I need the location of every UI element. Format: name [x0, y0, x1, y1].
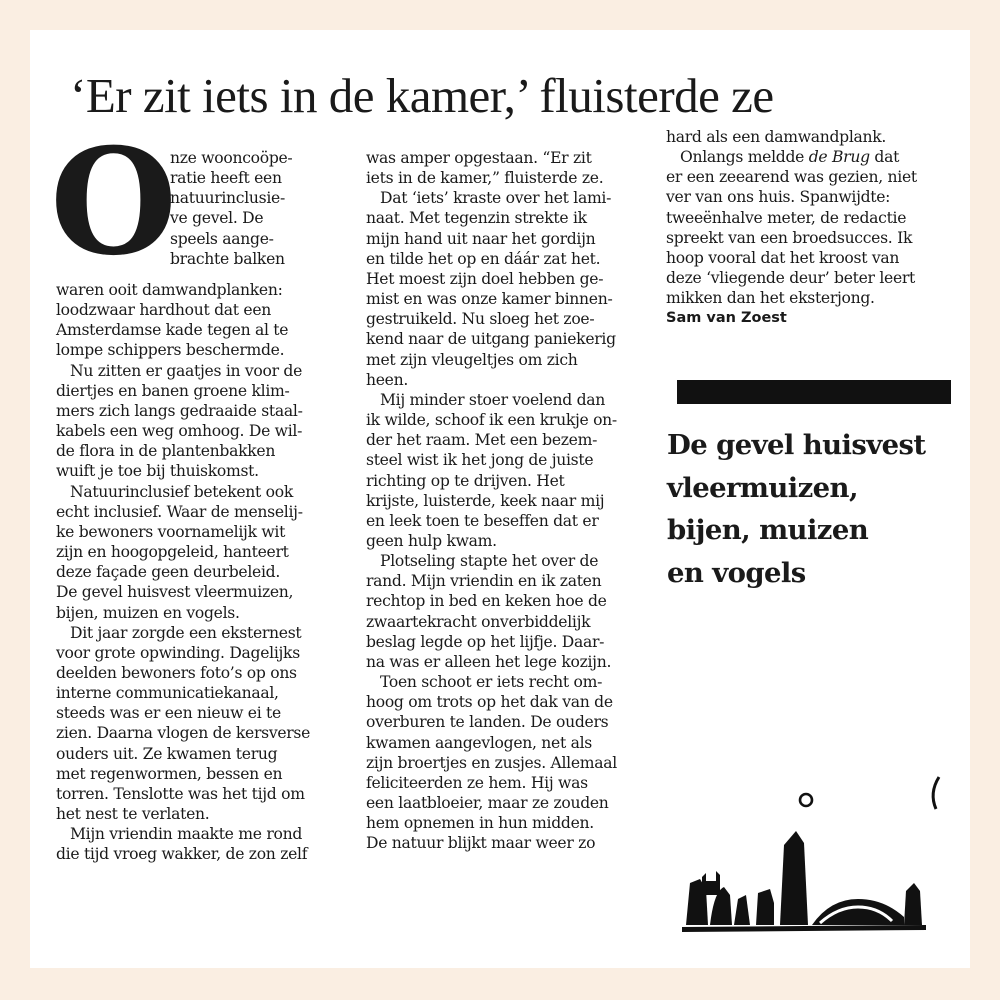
text-line: overburen te landen. De ouders [366, 713, 609, 732]
text-line: feliciteerden ze hem. Hij was [366, 773, 588, 792]
text-line: mijn hand uit naar het gordijn [366, 229, 596, 248]
text-line: De natuur blijkt maar weer zo [366, 834, 596, 853]
article-column-2 [366, 148, 656, 853]
text-line: kend naar de uitgang paniekerig [366, 330, 616, 349]
author-byline: Sam van Zoest [666, 310, 787, 327]
text-line: gestruikeld. Nu sloeg het zoe- [366, 310, 595, 329]
text-line: de flora in de plantenbakken [56, 442, 276, 461]
text-line: mers zich langs gedraaide staal- [56, 401, 303, 420]
text-line: Toen schoot er iets recht om- [380, 673, 603, 692]
text-line: zien. Daarna vlogen de kersverse [56, 724, 311, 743]
text-line: Mij minder stoer voelend dan [380, 390, 606, 409]
text-line: speels aange- [170, 229, 274, 248]
text-line: ouders uit. Ze kwamen terug [56, 744, 278, 763]
text-line: er een zeearend was gezien, niet [666, 168, 917, 187]
text-line: ve gevel. De [170, 209, 264, 228]
text-line: mist en was onze kamer binnen- [366, 290, 613, 309]
text-line: Nu zitten er gaatjes in voor de [70, 361, 303, 380]
text-line: torren. Tenslotte was het tijd om [56, 784, 305, 803]
text-line: voor grote opwinding. Dagelijks [56, 643, 300, 662]
text-line: steel wist ik het jong de juiste [366, 451, 594, 470]
text-line: Amsterdamse kade tegen al te [56, 321, 289, 340]
text-line: deelden bewoners foto’s op ons [56, 663, 297, 682]
text-line: tweeënhalve meter, de redactie [666, 208, 907, 227]
text-line: wuift je toe bij thuiskomst. [56, 462, 259, 481]
text-line: richting op te drijven. Het [366, 471, 565, 490]
text-line: rand. Mijn vriendin en ik zaten [366, 572, 602, 591]
text-line: iets in de kamer,” fluisterde ze. [366, 169, 604, 188]
skyline-sketch-icon [670, 775, 950, 945]
text-line: hoop vooral dat het kroost van [666, 248, 900, 267]
text-line: De gevel huisvest vleermuizen, [56, 583, 294, 602]
text-line: ver van ons huis. Spanwijdte: [666, 188, 891, 207]
text-line: naat. Met tegenzin strekte ik [366, 209, 587, 228]
text-line: echt inclusief. Waar de menselij- [56, 502, 303, 521]
text-line: met zijn vleugeltjes om zich [366, 350, 578, 369]
text-line: bijen, muizen en vogels. [56, 603, 240, 622]
text-line: ik wilde, schoof ik een krukje on- [366, 411, 617, 430]
text-line: spreekt van een broedsucces. Ik [666, 228, 913, 247]
text-line: en tilde het op en dáár zat het. [366, 249, 601, 268]
text-line: der het raam. Met een bezem- [366, 431, 598, 450]
pull-quote [667, 424, 926, 594]
text-line: interne communicatiekanaal, [56, 684, 279, 703]
text-line: hoog om trots op het dak van de [366, 693, 613, 712]
pull-quote-line: De gevel huisvest [667, 429, 926, 461]
text-line: diertjes en banen groene klim- [56, 381, 290, 400]
text-line: waren ooit damwandplanken: [56, 281, 283, 299]
text-line: kwamen aangevlogen, net als [366, 733, 592, 752]
newspaper-clipping [30, 30, 970, 968]
text-line: Mijn vriendin maakte me rond [70, 825, 303, 844]
text-line: mikken dan het eksterjong. [666, 289, 875, 308]
text-line: Plotseling stapte het over de [380, 552, 599, 571]
text-line: rechtop in bed en keken hoe de [366, 592, 607, 611]
text-line: hard als een damwandplank. [666, 128, 887, 146]
text-line: hem opnemen in hun midden. [366, 814, 594, 833]
text-line: steeds was er een nieuw ei te [56, 704, 281, 723]
text-line: ke bewoners voornamelijk wit [56, 522, 286, 541]
pull-quote-line: vleermuizen, [667, 471, 858, 504]
article-column-1 [50, 117, 346, 865]
text-line: zijn en hoogopgeleid, hanteert [56, 543, 289, 562]
text-line: beslag legde op het lijfje. Daar- [366, 632, 605, 651]
text-line: na was er alleen het lege kozijn. [366, 652, 612, 671]
headline: ‘Er zit iets in de kamer,’ fluisterde ze [70, 68, 774, 123]
text-line: natuurinclusie- [170, 189, 285, 208]
text-line: nze wooncoöpe- [170, 149, 293, 167]
text-line: was amper opgestaan. “Er zit [366, 149, 592, 167]
drop-cap-box [50, 117, 177, 288]
text-line: Het moest zijn doel hebben ge- [366, 269, 604, 288]
text-line: geen hulp kwam. [366, 531, 497, 550]
text-line: deze ‘vliegende deur’ beter leert [666, 269, 916, 288]
text-line: Natuurinclusief betekent ook [70, 482, 293, 501]
text-line: Dat ‘iets’ kraste over het lami- [380, 189, 612, 208]
text-line: ratie heeft een [170, 169, 282, 188]
pull-quote-rule [677, 380, 951, 404]
text-line: met regenwormen, bessen en [56, 764, 283, 783]
text-line: heen. [366, 370, 408, 389]
text-line: kabels een weg omhoog. De wil- [56, 422, 303, 441]
text-line: brachte balken [170, 249, 285, 268]
article-column-3 [666, 127, 966, 329]
text-line: een laatbloeier, maar ze zouden [366, 794, 609, 812]
text-line: die tijd vroeg wakker, de zon zelf [56, 845, 308, 864]
pull-quote-line: bijen, muizen [667, 514, 869, 546]
text-line: en leek toen te beseffen dat er [366, 511, 599, 530]
text-line: loodzwaar hardhout dat een [56, 301, 271, 320]
pull-quote-line: en vogels [667, 556, 806, 589]
text-line: Dit jaar zorgde een eksternest [70, 623, 302, 642]
text-line: zijn broertjes en zusjes. Allemaal [366, 753, 617, 772]
text-line: het nest te verlaten. [56, 805, 210, 824]
text-line: krijste, luisterde, keek naar mij [366, 491, 605, 510]
text-line: Onlangs meldde de Brug dat [680, 148, 900, 167]
text-line: zwaartekracht onverbiddelijk [366, 612, 591, 631]
drop-cap: O [50, 117, 177, 288]
text-line: deze façade geen deurbeleid. [56, 563, 280, 582]
text-line: lompe schippers beschermde. [56, 341, 285, 360]
